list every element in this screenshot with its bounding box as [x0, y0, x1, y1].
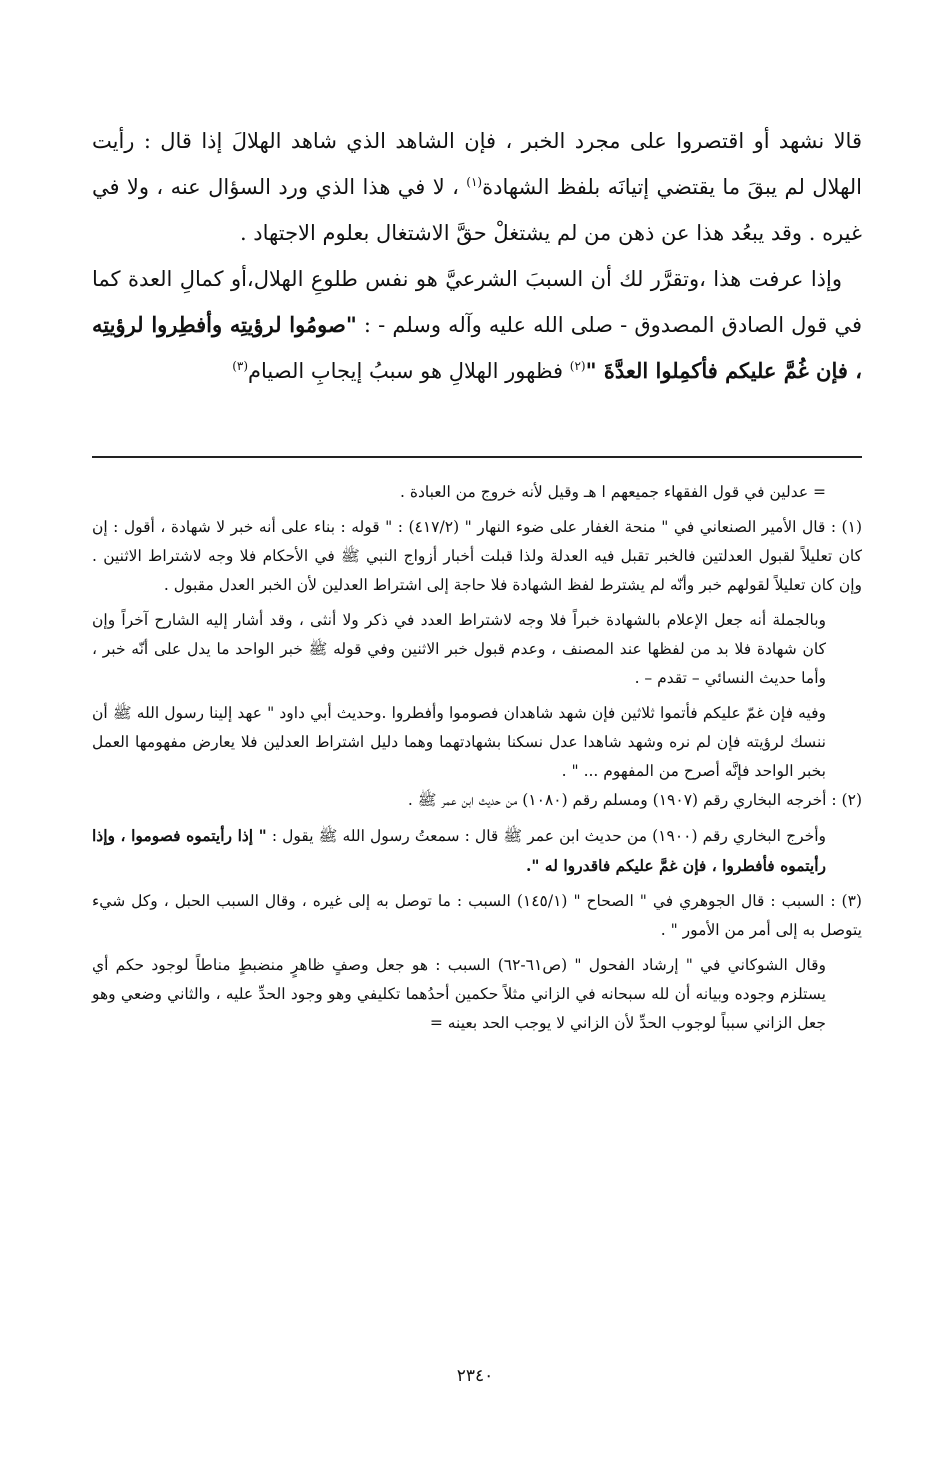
page-number: ٢٣٤٠ — [456, 1366, 494, 1386]
main-text-block — [92, 118, 862, 394]
footnote-3: (٣) : السبب : قال الجوهري في " الصحاح " (١٤٥/١) السبب : ما توصل به إلى غيره ، وقال السبب الحبل ، وكل شيء يتوصل به إلى أمر من الأمور " . — [92, 892, 862, 939]
footnote-ref-1: (١) — [466, 175, 483, 189]
hadith-quote: "صومُوا لرؤيتِه وأفطِروا لرؤيتِه ، فإن غُمَّ عليكم فأكمِلوا العدَّةَ " — [92, 312, 862, 383]
footnote-ref-2: (٢) — [569, 359, 586, 373]
main-paragraph-1: قالا نشهد أو اقتصروا على مجرد الخبر ، فإن الشاهد الذي شاهد الهلالَ إذا قال : رأيت الهلال لم يبقَ ما يقتضي إتيانَه بلفظ الشهادة$^{(١)}$ ، لا في هذا الذي ورد السؤال عنه ، ولا في غيره . وقد يبعُد هذا عن ذهن من لم يشتغلْ حقَّ الاشتغال بعلوم الاجتهاد . — [92, 129, 862, 245]
footnote-2-label: (٢) : — [831, 791, 862, 809]
footnote-2-para-2: وأخرج البخاري رقم (١٩٠٠) من حديث ابن عمر ﷺ قال : سمعتُ رسول الله ﷺ يقول : " إذا رأيتموه فصوموا ، وإذا رأيتموه فأفطروا ، فإن غمَّ عليكم فاقدروا له ". — [92, 826, 826, 875]
footnote-1-para-2: وبالجملة أنه جعل الإعلام بالشهادة خبراً فلا وجه لاشتراط العدد في ذكر ولا أنثى ، وقد أشار إليه الشارح آخراً وإن كان شهادة فلا بد من لفظها عند المصنف ، وعدم قبول خبر الاثنين وفي قوله ﷺ خبر الواحد ما يدل على أنّه خبر ، وأما حديث النسائي – تقدم – . — [92, 611, 826, 687]
footnote-3-label: (٣) : — [830, 892, 862, 910]
footnote-3-para-2: وقال الشوكاني في " إرشاد الفحول " (ص٦١-٦٢) السبب : هو جعل وصفٍ ظاهرٍ منضبطٍ مناطاً لوجود حكم أي يستلزم وجوده وبيانه أن لله سبحانه في الزاني مثلاً حكمين أحدُهما تكليفي وهو وجود الحدِّ عليه ، والثاني وضعي وهو جعل الزاني سبباً لوجوب الحدِّ لأن الزاني لا يوجب الحد بعينه = — [92, 956, 826, 1032]
footnote-1-label: (١) : — [830, 518, 862, 536]
footnote-continuation: = عدلين في قول الفقهاء جميعهم ا هـ وقيل لأنه خروج من العبادة . — [399, 483, 826, 501]
footnote-divider — [92, 456, 862, 458]
footnote-1-para-3: وفيه فإن غمّ عليكم فأتموا ثلاثين فإن شهد شاهدان فصوموا وأفطروا .وحديث أبي داود " عهد إلينا رسول الله ﷺ أن ننسك لرؤيته فإن لم نره وشهد شاهدا عدل نسكنا بشهادتهما وهما دليل اشتراط العدلين فلا يعارض مفهومها العمل بخبر الواحد فإنَّه أصرح من المفهوم ... " . — [92, 704, 826, 780]
footnotes-block — [92, 478, 862, 1038]
footnote-2-hadith: " إذا رأيتموه فصوموا ، وإذا رأيتموه فأفطروا ، فإن غمَّ عليكم فاقدروا له ". — [92, 826, 826, 875]
footnote-ref-3: (٣) — [232, 359, 249, 373]
footnote-1: (١) : قال الأمير الصنعاني في " منحة الغفار على ضوء النهار " (٤١٧/٢) : " قوله : بناء على أنه خبر لا شهادة ، أقول : إن كان تعليلاً لقبول العدلتين فالخبر تقبل فيه العدلة ولذا قبلت أخبار أزواج النبي ﷺ في الأحكام فلا وجه لاشتراط الاثنين . وإن كان تعليلاً لقولهم خبر وأنّه لم يشترط لفظ الشهادة فلا حاجة إلى اشتراط العدلين لأن الخبر العدل مقبول . — [92, 518, 862, 594]
main-paragraph-2: وإذا عرفت هذا ،وتقرَّر لك أن السببَ الشرعيَّ هو نفس طلوعِ الهلال،أو كمالِ العدة كما في قول الصادق المصدوق - صلى الله عليه وآله وسلم - : "صومُوا لرؤيتِه وأفطِروا لرؤيتِه ، فإن غُمَّ عليكم فأكمِلوا العدَّةَ "$^{(٢)}$ فظهور الهلالِ هو سببُ إيجابِ الصيام$^{(٣)}$ — [92, 267, 862, 383]
footnote-2: (٢) : أخرجه البخاري رقم (١٩٠٧) ومسلم رقم (١٠٨٠) من حديث ابن عمر ﷺ . — [407, 791, 862, 809]
